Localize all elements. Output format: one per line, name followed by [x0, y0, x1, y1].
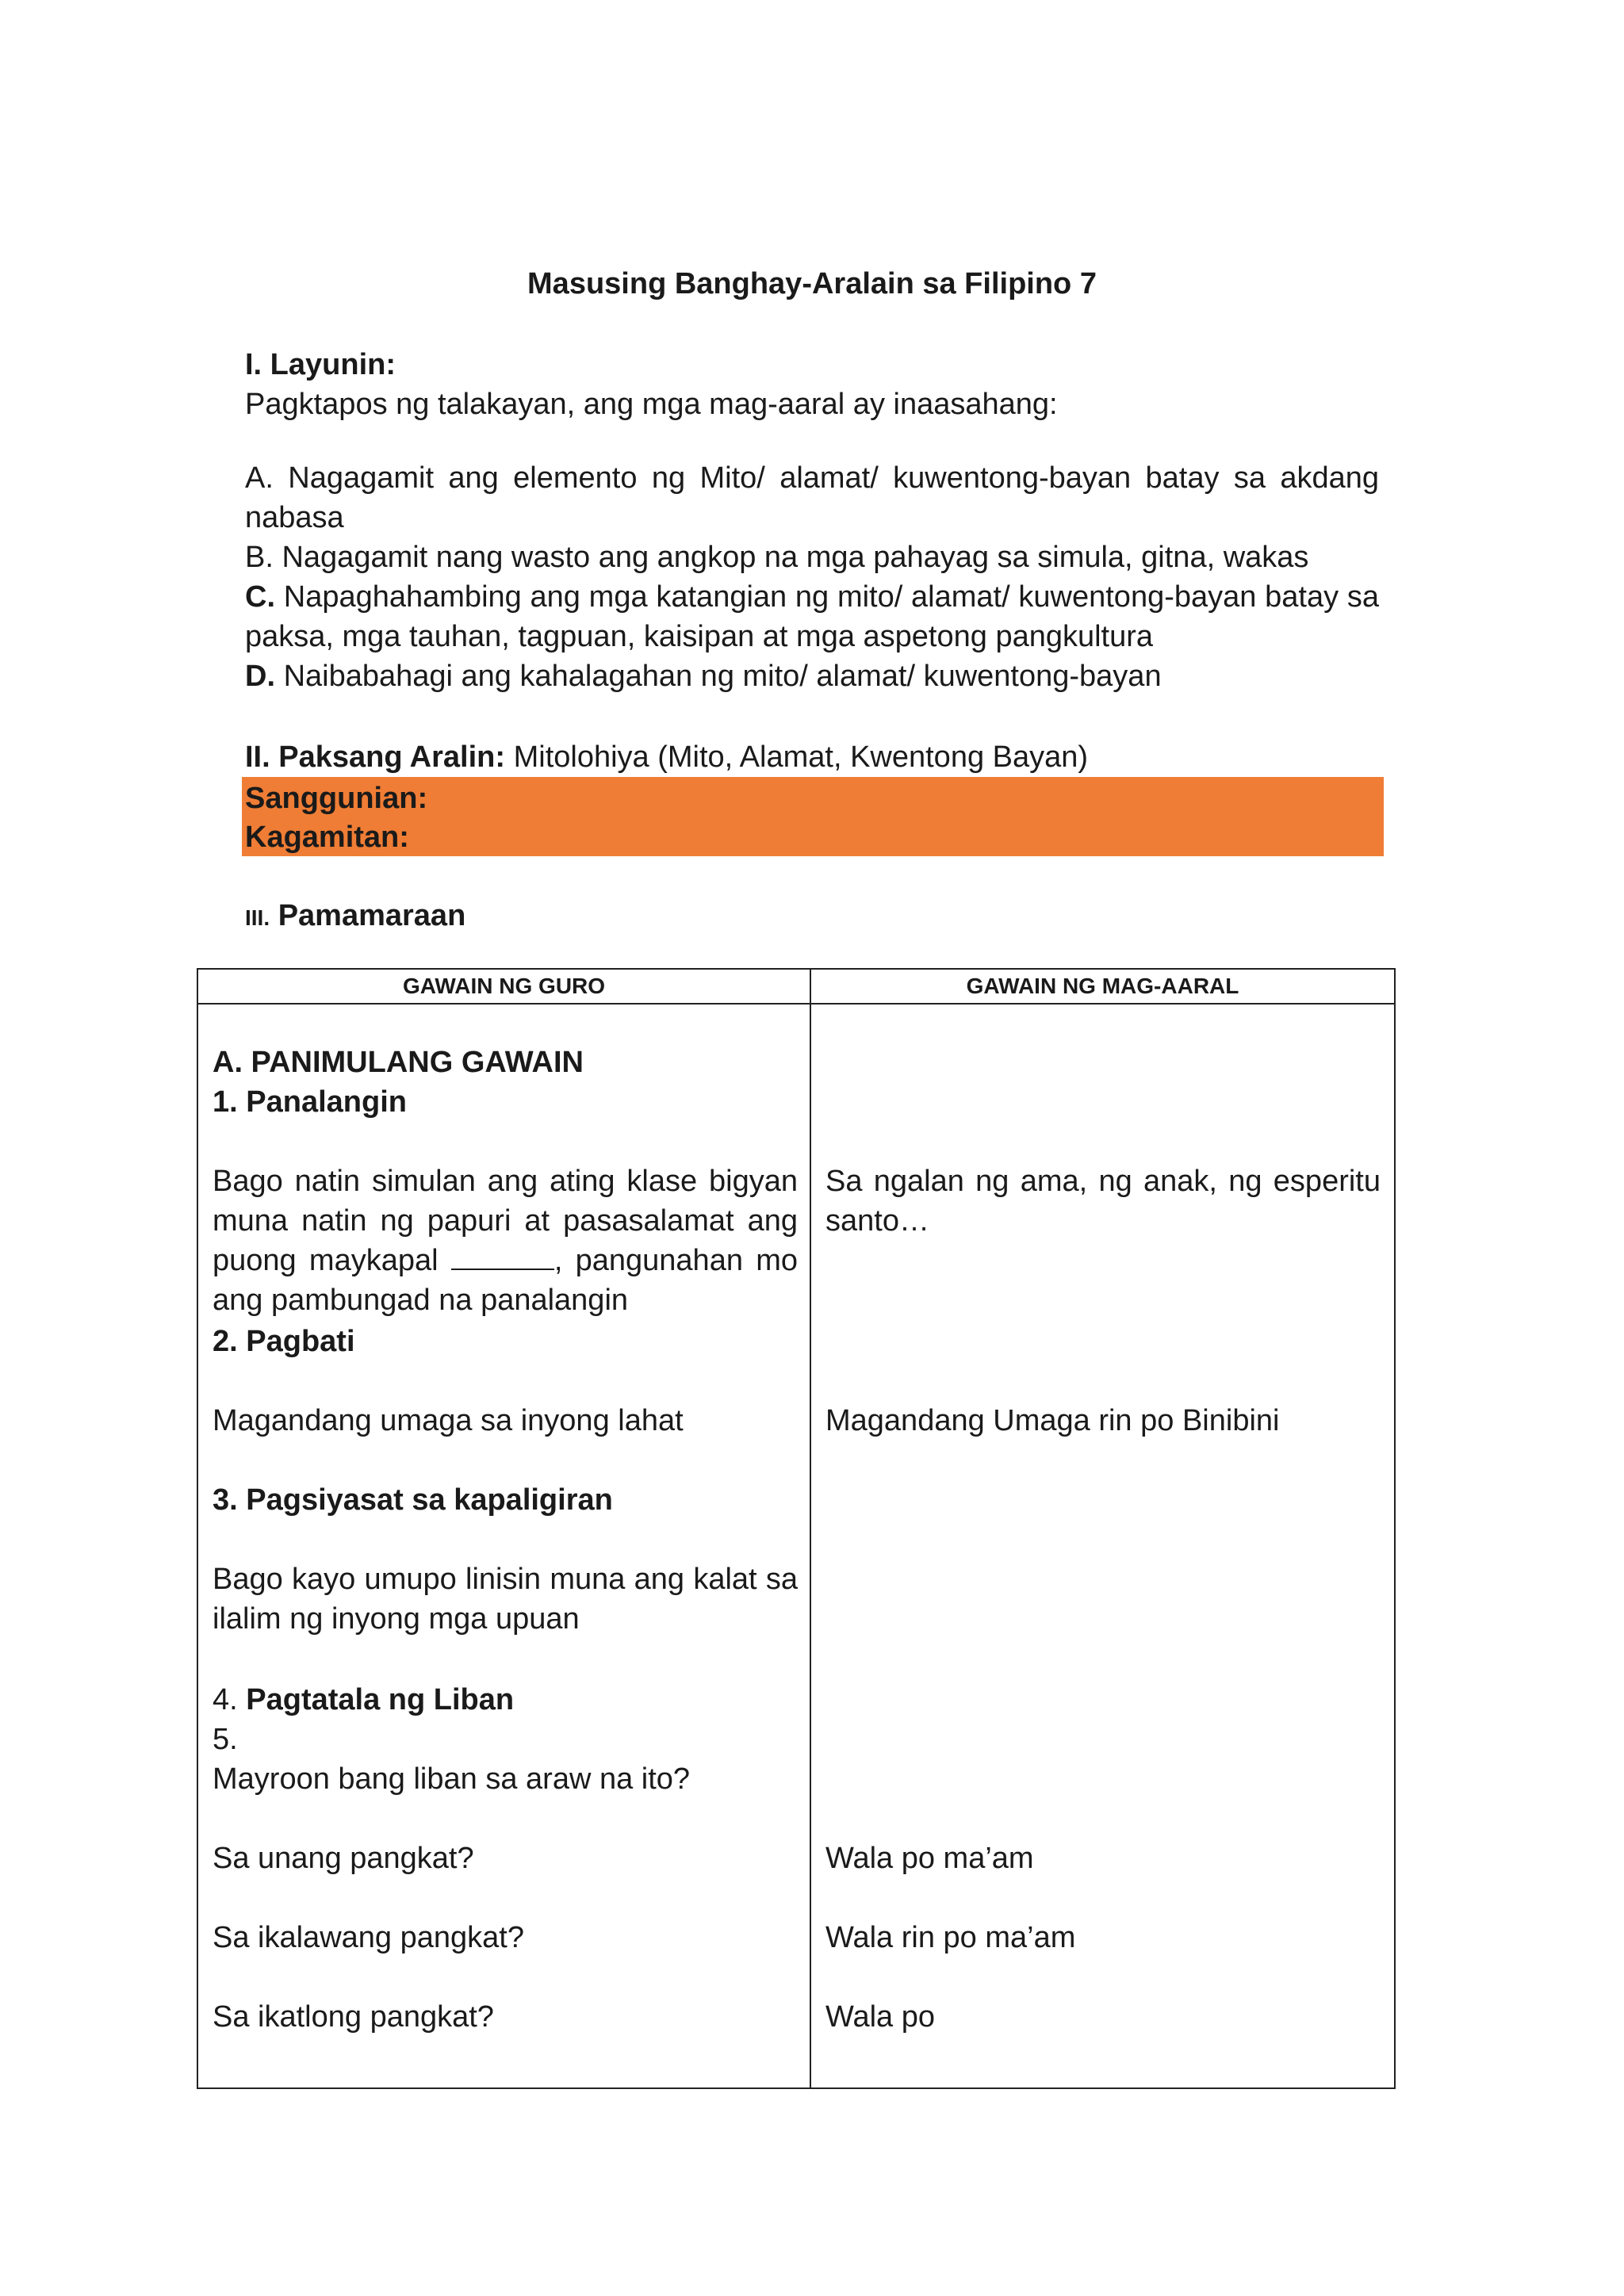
panalangin-text-a: Bago natin simulan ang ating klase bigyan muna natin ng papuri at pasasalamat ang puong maykapal: [213, 1165, 798, 1277]
objective-d: [245, 656, 1379, 696]
paksang-aralin-value: Mitolohiya (Mito, Alamat, Kwentong Bayan): [513, 740, 1089, 774]
objective-letter: C.: [245, 580, 275, 614]
kagamitan-label: Kagamitan:: [245, 821, 409, 854]
header-teacher: GAWAIN NG GURO: [197, 969, 810, 1004]
panalangin-heading: 1. Panalangin: [213, 1085, 407, 1119]
objective-b: [245, 538, 1379, 577]
section-a-heading: A. PANIMULANG GAWAIN: [213, 1046, 584, 1079]
pagbati-response: Magandang Umaga rin po Binibini: [825, 1404, 1280, 1437]
ikalawang-pangkat-response: Wala rin po ma’am: [825, 1921, 1076, 1954]
layunin-heading: I. Layunin:: [245, 348, 396, 381]
layunin-intro: Pagktapos ng talakayan, ang mga mag-aaral ay inaasahang:: [245, 388, 1058, 421]
unang-pangkat-question: Sa unang pangkat?: [213, 1842, 474, 1875]
objective-text: Nagagamit ang elemento ng Mito/ alamat/ kuwentong-bayan batay sa akdang nabasa: [245, 461, 1379, 534]
paksang-aralin: [245, 737, 1379, 777]
panalangin-response: Sa ngalan ng ama, ng anak, ng esperitu santo…: [825, 1165, 1381, 1238]
ikalawang-pangkat-question: Sa ikalawang pangkat?: [213, 1921, 524, 1954]
unang-pangkat-response: Wala po ma’am: [825, 1842, 1034, 1875]
liban-question: Mayroon bang liban sa araw na ito?: [213, 1762, 691, 1796]
pamamaraan-heading: [245, 896, 1379, 938]
ikatlong-pangkat-response: Wala po: [825, 2000, 935, 2034]
objective-c: [245, 577, 1379, 656]
highlight-box: [242, 777, 1384, 856]
paksang-aralin-label: II. Paksang Aralin:: [245, 740, 506, 774]
pagtatala-number: 4.: [213, 1683, 238, 1716]
panalangin-text-b: , pangunahan mo ang pambungad na panalangin: [213, 1244, 798, 1317]
objective-text: Naibabahagi ang kahalagahan ng mito/ alamat/ kuwentong-bayan: [283, 660, 1162, 693]
name-blank: [451, 1242, 554, 1270]
panalangin-text: [213, 1161, 798, 1320]
objective-letter: D.: [245, 660, 275, 693]
document-title: Masusing Banghay-Aralain sa Filipino 7: [527, 267, 1097, 300]
pagtatala-heading: [213, 1680, 514, 1720]
header-student: GAWAIN NG MAG-AARAL: [810, 969, 1395, 1004]
objective-text: Napaghahambing ang mga katangian ng mito/ alamat/ kuwentong-bayan batay sa paksa, mga tauhan, tagpuan, kaisipan at mga aspetong pangkultura: [245, 580, 1380, 653]
pamamaraan-number: III.: [245, 905, 270, 930]
ikatlong-pangkat-question: Sa ikatlong pangkat?: [213, 2000, 494, 2034]
activities-table: [197, 968, 1396, 2089]
objective-text: Nagagamit nang wasto ang angkop na mga pahayag sa simula, gitna, wakas: [282, 541, 1309, 574]
pamamaraan-label: Pamamaraan: [278, 899, 466, 932]
pagbati-heading: 2. Pagbati: [213, 1325, 355, 1358]
pagtatala-label: Pagtatala ng Liban: [246, 1683, 515, 1716]
pagbati-text: Magandang umaga sa inyong lahat: [213, 1404, 684, 1437]
objective-a: [245, 458, 1379, 538]
item-five-number: 5.: [213, 1723, 238, 1756]
pagsiyasat-heading: 3. Pagsiyasat sa kapaligiran: [213, 1483, 613, 1517]
objective-letter: B.: [245, 541, 274, 574]
sanggunian-label: Sanggunian:: [245, 782, 428, 815]
objective-letter: A.: [245, 461, 274, 495]
teacher-column: [197, 1004, 810, 2088]
student-column: [810, 1004, 1395, 2088]
pagsiyasat-text: Bago kayo umupo linisin muna ang kalat sa ilalim ng inyong mga upuan: [213, 1563, 798, 1636]
